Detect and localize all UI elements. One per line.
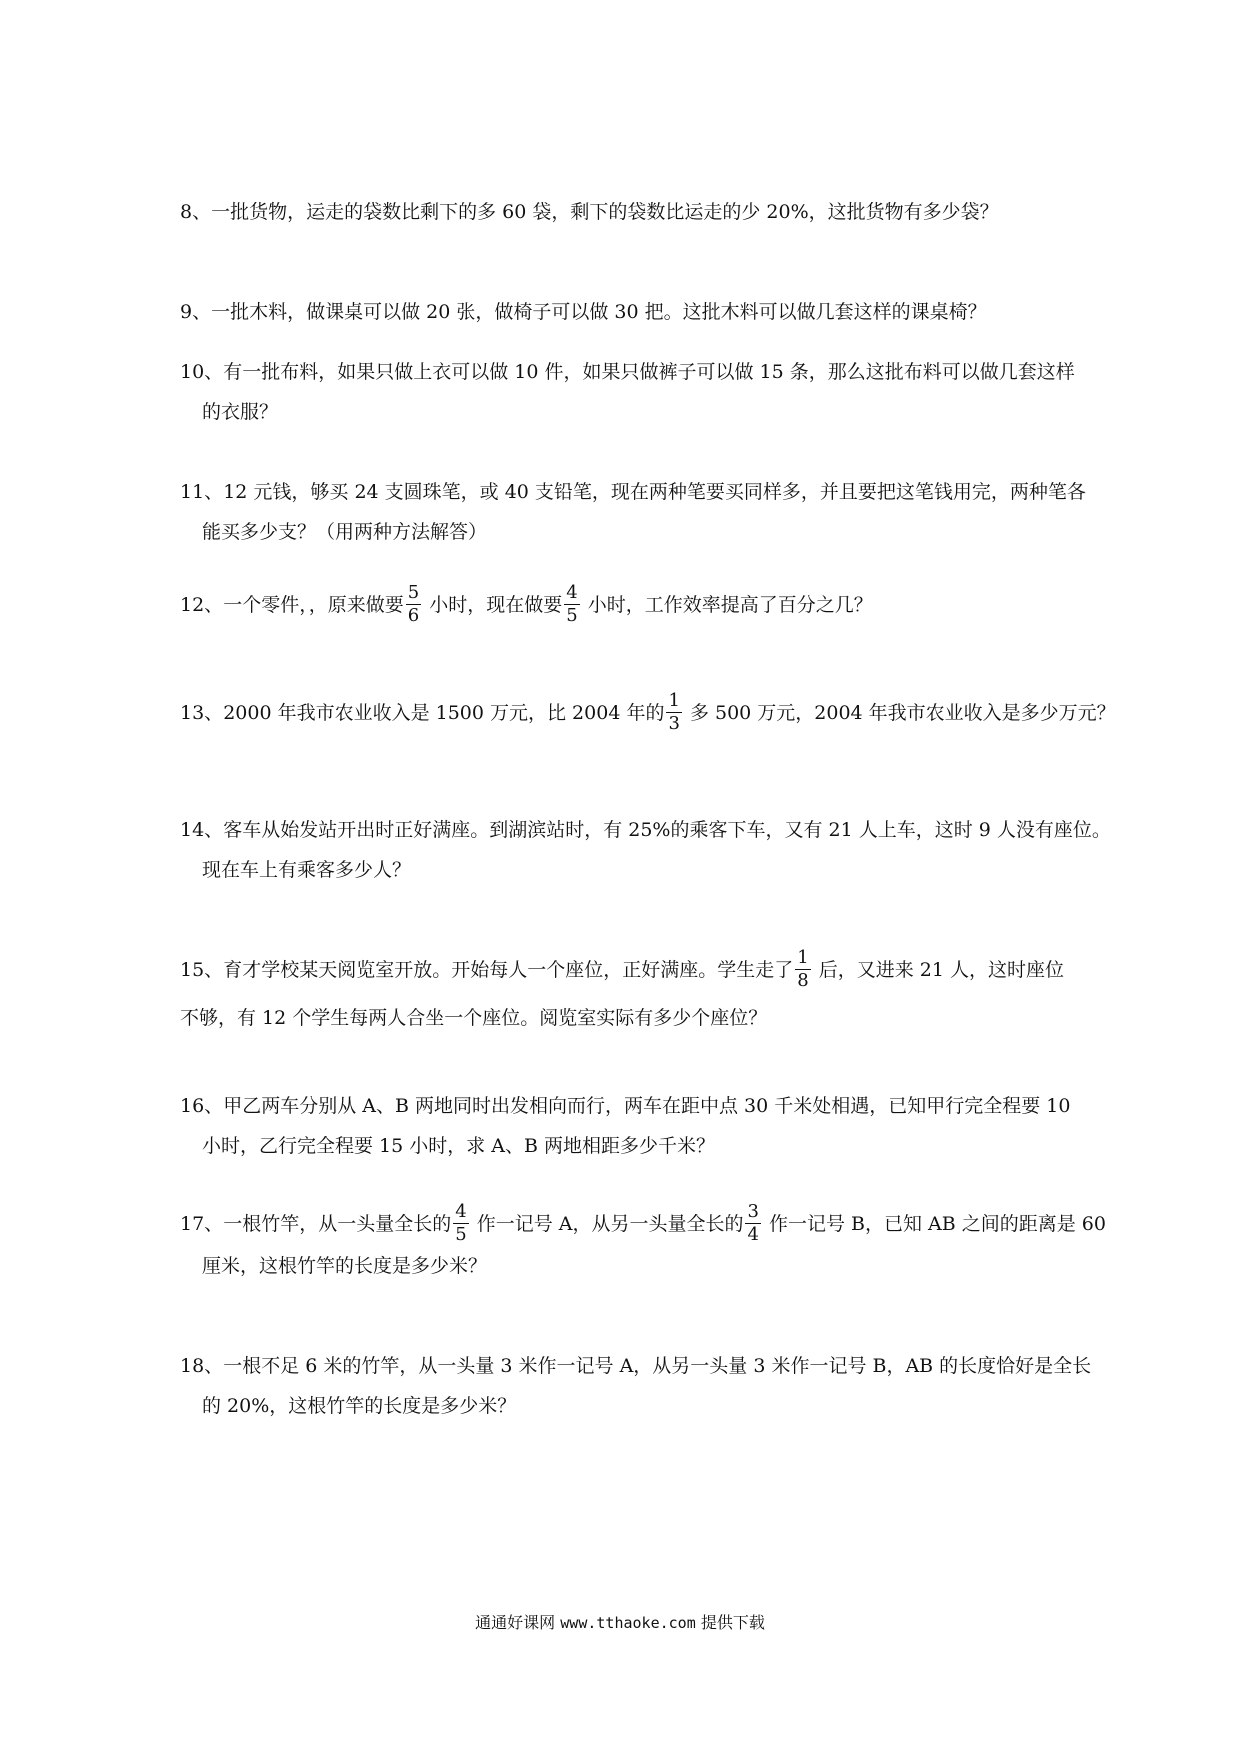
fraction-denominator: 4 (747, 1223, 759, 1245)
footer-site-name: 通通好课网 (475, 1613, 556, 1632)
question-11 (180, 472, 1180, 552)
question-15 (180, 946, 1180, 1038)
fraction (666, 689, 681, 734)
question-number: 17、 (180, 1213, 224, 1235)
question-text-continued: 不够，有 12 个学生每两人合坐一个座位。阅览室实际有多少个座位？ (180, 1006, 768, 1029)
question-text: 多 500 万元，2004 年我市农业收入是多少万元？ (683, 702, 1116, 724)
question-text: 育才学校某天阅览室开放。开始每人一个座位，正好满座。学生走了 (223, 959, 794, 981)
question-text-continued: 能买多少支？（用两种方法解答） (202, 521, 488, 543)
fraction-denominator: 3 (668, 712, 680, 734)
question-text: 12 元钱，够买 24 支圆珠笔，或 40 支铅笔，现在两种笔要买同样多，并且要把这笔钱用完，两种笔各 (223, 481, 1086, 503)
fraction-denominator: 8 (797, 969, 809, 991)
question-8 (180, 192, 1180, 232)
question-text-continued: 现在车上有乘客多少人？ (202, 859, 412, 881)
question-text-continued: 小时，乙行完全程要 15 小时，求 A、B 两地相距多少千米？ (202, 1135, 716, 1157)
question-text: 客车从始发站开出时正好满座。到湖滨站时，有 25%的乘客下车，又有 21 人上车，这时 9 人没有座位。 (223, 819, 1111, 841)
question-9 (180, 292, 1180, 332)
question-10 (180, 352, 1180, 432)
question-text: 后，又进来 21 人，这时座位 (812, 959, 1064, 981)
question-number: 15、 (180, 959, 224, 981)
footer-suffix: 提供下载 (700, 1613, 765, 1632)
question-text: 一批货物，运走的袋数比剩下的多 60 袋，剩下的袋数比运走的少 20%，这批货物有多少袋？ (211, 201, 999, 223)
question-18 (180, 1346, 1180, 1426)
question-number: 18、 (180, 1355, 224, 1377)
question-text: 作一记号 A，从另一头量全长的 (470, 1213, 744, 1235)
fraction (745, 1200, 760, 1245)
fraction-numerator: 5 (407, 581, 420, 603)
question-14 (180, 810, 1180, 890)
fraction (564, 581, 579, 626)
question-number: 8、 (180, 201, 212, 223)
question-text: 甲乙两车分别从 A、B 两地同时出发相向而行，两车在距中点 30 千米处相遇，已知甲行完全程要 10 (223, 1095, 1071, 1117)
question-text: 2000 年我市农业收入是 1500 万元，比 2004 年的 (223, 702, 665, 724)
fraction-numerator: 4 (566, 581, 578, 603)
footer-url-link[interactable]: www.tthaoke.com (560, 1614, 696, 1632)
question-13 (180, 689, 1180, 735)
fraction-numerator: 4 (455, 1200, 467, 1222)
question-number: 9、 (180, 301, 212, 323)
fraction (795, 946, 810, 991)
question-text: 小时，现在做要 (423, 594, 563, 616)
question-number: 14、 (180, 819, 224, 841)
question-number: 11、 (180, 481, 224, 503)
fraction-numerator: 1 (668, 689, 680, 711)
fraction (453, 1200, 468, 1245)
question-text: 作一记号 B，已知 AB 之间的距离是 60 (762, 1213, 1106, 1235)
question-16 (180, 1086, 1180, 1166)
question-text-continued: 厘米，这根竹竿的长度是多少米？ (202, 1254, 488, 1277)
question-text: 小时，工作效率提高了百分之几？ (581, 594, 873, 616)
page-footer (0, 1610, 1240, 1633)
question-number: 13、 (180, 702, 224, 724)
question-text-continued: 的衣服？ (202, 401, 279, 423)
question-text: 一根不足 6 米的竹竿，从一头量 3 米作一记号 A，从另一头量 3 米作一记号 B，AB 的长度恰好是全长 (223, 1355, 1092, 1377)
fraction-denominator: 6 (407, 604, 420, 626)
fraction-numerator: 1 (797, 946, 809, 968)
question-12 (180, 581, 1180, 627)
question-text: 一根竹竿，从一头量全长的 (223, 1213, 452, 1235)
question-text: 一个零件，，原来做要 (223, 594, 404, 616)
question-number: 16、 (180, 1095, 224, 1117)
question-text: 一批木料，做课桌可以做 20 张，做椅子可以做 30 把。这批木料可以做几套这样的课桌椅？ (211, 301, 987, 323)
question-text-continued: 的 20%，这根竹竿的长度是多少米？ (202, 1395, 517, 1417)
question-number: 12、 (180, 594, 224, 616)
fraction-denominator: 5 (566, 604, 578, 626)
question-17 (180, 1200, 1180, 1286)
fraction (406, 581, 421, 626)
fraction-denominator: 5 (455, 1223, 467, 1245)
question-number: 10、 (180, 361, 224, 383)
fraction-numerator: 3 (747, 1200, 759, 1222)
question-text: 有一批布料，如果只做上衣可以做 10 件，如果只做裤子可以做 15 条，那么这批布料可以做几套这样 (223, 361, 1075, 383)
